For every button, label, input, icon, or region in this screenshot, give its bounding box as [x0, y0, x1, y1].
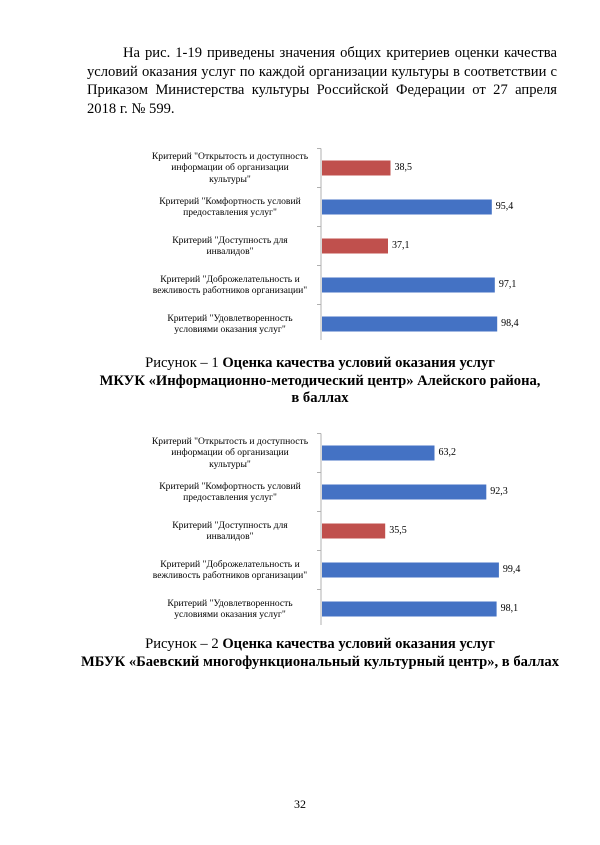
figure-2-prefix: Рисунок – 2: [145, 636, 223, 652]
chart-1-category-label-line: информации об организации: [171, 162, 289, 174]
chart-1-bar-2: [322, 200, 492, 215]
chart-2-value-label-3: 35,5: [389, 525, 407, 536]
chart-1-value-label-2: 95,4: [495, 201, 514, 212]
chart-2-category-label-3: [145, 520, 315, 543]
chart-2-category-label-line: культуры": [209, 458, 251, 470]
figure-1-title-line1: Оценка качества условий оказания услуг: [222, 355, 495, 371]
chart-2-bar-2: [322, 485, 486, 500]
chart-1-category-label-line: Критерий "Открытость и доступность: [151, 150, 309, 162]
figure-1-caption: [60, 355, 580, 408]
chart-2-category-label-line: инвалидов": [206, 531, 254, 542]
chart-2-category-label-line: условиями оказания услуг": [174, 609, 286, 620]
page-number: 32: [294, 797, 306, 811]
chart-1-value-label-3: 37,1: [392, 240, 410, 251]
chart-1-category-label-3: [145, 235, 315, 258]
chart-2-category-label-2: [145, 481, 315, 504]
chart-2-category-label-line: Критерий "Комфортность условий: [159, 480, 301, 492]
chart-2-category-label-line: Критерий "Открытость и доступность: [151, 435, 309, 447]
chart-2-value-label-5: 98,1: [500, 603, 519, 614]
figure-1-prefix: Рисунок – 1: [145, 355, 223, 371]
chart-1-bar-1: [322, 161, 391, 176]
chart-1-bar-4: [322, 278, 495, 293]
chart-2-bar-1: [322, 446, 435, 461]
chart-2-value-label-2: 92,3: [490, 486, 508, 497]
chart-1-bar-5: [322, 317, 497, 332]
chart-1-value-label-5: 98,4: [501, 318, 519, 329]
figure-2-caption: [60, 636, 580, 671]
chart-1-category-label-line: Критерий "Доступность для: [172, 234, 288, 246]
chart-2-value-label-4: 99,4: [502, 564, 521, 575]
chart-1-category-label-line: предоставления услуг": [183, 207, 277, 218]
chart-2-category-label-line: предоставления услуг": [183, 492, 277, 503]
chart-1-bar-3: [322, 239, 388, 254]
chart-1-category-label-line: инвалидов": [206, 246, 254, 257]
intro-paragraph: На рис. 1-19 приведены значения общих критериев оценки качества условий оказания услуг по каждой организации культуры в соответствии с Приказом Министерства культуры Российской Федерации от 27 апреля 2018 г. № 599.: [87, 45, 557, 117]
chart-1-category-label-line: культуры": [209, 173, 251, 185]
chart-2-category-label-line: вежливость работников организации": [152, 570, 308, 581]
figure-1-title-line3: в баллах: [291, 390, 349, 407]
chart-2-category-label-1: [145, 436, 315, 470]
chart-2-bar-5: [322, 602, 497, 617]
chart-1: [0, 140, 600, 340]
chart-2-category-label-line: информации об организации: [171, 447, 289, 459]
chart-1-category-label-line: вежливость работников организации": [152, 285, 308, 296]
figure-2-title-line2: МБУК «Баевский многофункциональный культурный центр», в баллах: [80, 653, 560, 670]
chart-2-category-label-5: [145, 598, 315, 621]
figure-2-title-line1: Оценка качества условий оказания услуг: [222, 636, 495, 652]
chart-2-category-label-line: Критерий "Доступность для: [172, 519, 288, 531]
chart-2: [0, 425, 600, 625]
chart-1-value-label-4: 97,1: [498, 279, 517, 290]
figure-1-title-line2: МКУК «Информационно-методический центр» Алейского района,: [99, 372, 541, 389]
chart-1-value-label-1: 38,5: [394, 162, 413, 173]
chart-2-bar-4: [322, 563, 499, 578]
chart-2-category-label-4: [145, 559, 315, 582]
chart-1-category-label-line: Критерий "Доброжелательность и: [160, 273, 300, 285]
chart-2-value-label-1: 63,2: [438, 447, 456, 458]
chart-1-category-label-line: Критерий "Комфортность условий: [159, 195, 301, 207]
chart-1-category-label-4: [145, 274, 315, 297]
chart-2-bar-3: [322, 524, 385, 539]
chart-1-category-label-1: [145, 151, 315, 185]
chart-1-category-label-line: условиями оказания услуг": [174, 324, 286, 335]
chart-1-category-label-5: [145, 313, 315, 336]
chart-2-category-label-line: Критерий "Доброжелательность и: [160, 558, 300, 570]
chart-2-category-label-line: Критерий "Удовлетворенность: [167, 597, 293, 609]
chart-1-category-label-2: [145, 196, 315, 219]
chart-1-category-label-line: Критерий "Удовлетворенность: [167, 312, 293, 324]
